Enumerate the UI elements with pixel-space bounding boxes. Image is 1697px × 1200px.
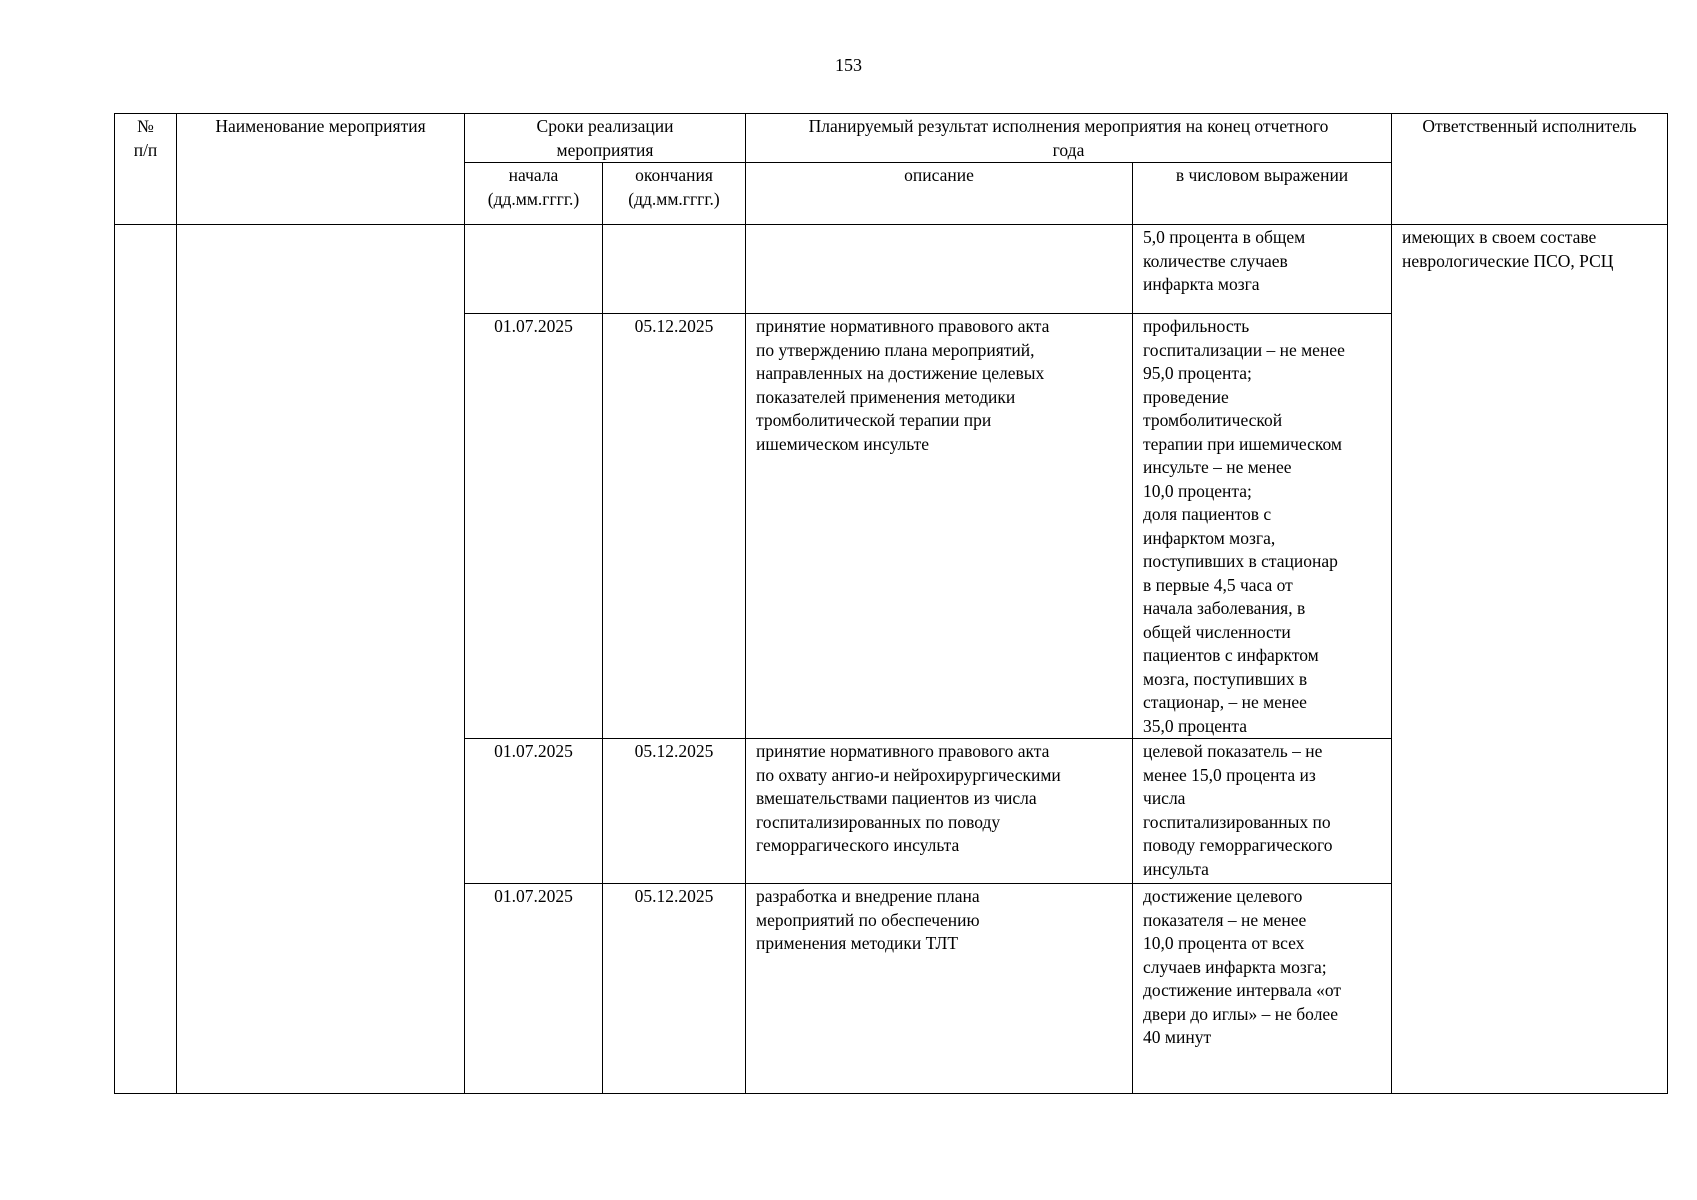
- header-numeric: в числовом выражении: [1133, 163, 1392, 225]
- header-terms: Сроки реализации мероприятия: [465, 114, 746, 163]
- cell-numeric: 5,0 процента в общем количестве случаев инфаркта мозга: [1133, 225, 1392, 314]
- cell-description: [746, 225, 1133, 314]
- cell-description: принятие нормативного правового акта по утверждению плана мероприятий, направленных на достижение целевых показателей применения методики тромболитической терапии при ишемическом инсульте: [746, 314, 1133, 739]
- cell-numeric: достижение целевого показателя – не менее 10,0 процента от всех случаев инфаркта мозга; достижение интервала «от двери до иглы» – не более 40 минут: [1133, 884, 1392, 1094]
- cell-description: принятие нормативного правового акта по охвату ангио-и нейрохирургическими вмешательствами пациентов из числа госпитализированных по поводу геморрагического инсульта: [746, 739, 1133, 884]
- table-row: [115, 225, 1668, 314]
- header-number: № п/п: [115, 114, 177, 225]
- header-activity-name: Наименование мероприятия: [177, 114, 465, 225]
- cell-start-date: 01.07.2025: [465, 884, 603, 1094]
- cell-number: [115, 225, 177, 1094]
- header-description: описание: [746, 163, 1133, 225]
- cell-responsible: имеющих в своем составе неврологические ПСО, РСЦ: [1392, 225, 1668, 1094]
- page-number: 153: [835, 55, 862, 75]
- cell-numeric: профильность госпитализации – не менее 95,0 процента; проведение тромболитической терапии при ишемическом инсульте – не менее 10,0 процента; доля пациентов с инфарктом мозга, поступивших в стационар в первые 4,5 часа от начала заболевания, в общей численности пациентов с инфарктом мозга, поступивших в стационар, – не менее 35,0 процента: [1133, 314, 1392, 739]
- cell-start-date: [465, 225, 603, 314]
- cell-end-date: 05.12.2025: [603, 884, 746, 1094]
- cell-numeric: целевой показатель – не менее 15,0 процента из числа госпитализированных по поводу геморрагического инсульта: [1133, 739, 1392, 884]
- cell-description: разработка и внедрение плана мероприятий по обеспечению применения методики ТЛТ: [746, 884, 1133, 1094]
- cell-start-date: 01.07.2025: [465, 739, 603, 884]
- cell-end-date: 05.12.2025: [603, 739, 746, 884]
- header-start-date: начала (дд.мм.гггг.): [465, 163, 603, 225]
- cell-end-date: [603, 225, 746, 314]
- header-responsible: Ответственный исполнитель: [1392, 114, 1668, 225]
- header-end-date: окончания (дд.мм.гггг.): [603, 163, 746, 225]
- cell-activity-name: [177, 225, 465, 1094]
- cell-end-date: 05.12.2025: [603, 314, 746, 739]
- header-planned-result: Планируемый результат исполнения мероприятия на конец отчетного года: [746, 114, 1392, 163]
- cell-start-date: 01.07.2025: [465, 314, 603, 739]
- activities-table: [114, 113, 1668, 1094]
